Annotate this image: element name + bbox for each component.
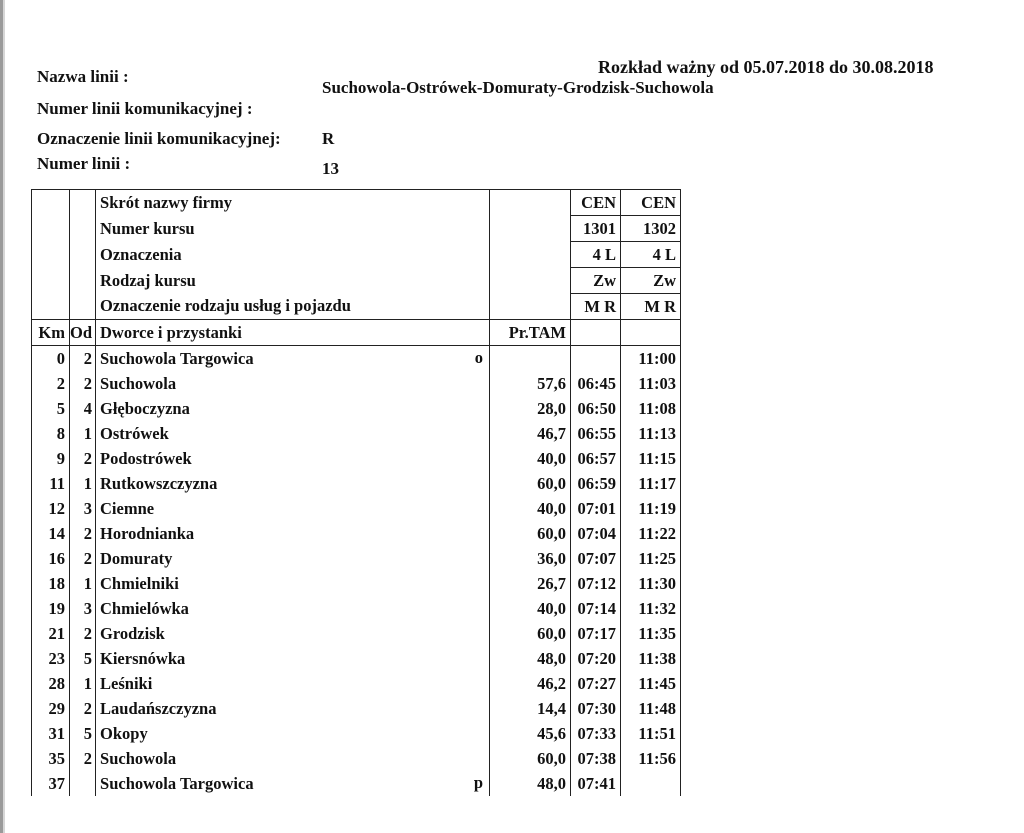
meta-km-cell <box>32 242 70 268</box>
meta-course-1: Zw <box>571 268 621 294</box>
stop-od: 1 <box>70 671 96 696</box>
stop-time-course-2: 11:15 <box>621 446 681 471</box>
stop-name: Ostrówek <box>100 423 169 443</box>
stop-od: 2 <box>70 746 96 771</box>
meta-label: Oznaczenia <box>96 242 490 268</box>
line-number-value: 13 <box>322 159 339 178</box>
meta-label: Oznaczenie rodzaju usług i pojazdu <box>96 294 490 320</box>
stop-name-cell <box>96 546 490 571</box>
stop-od: 2 <box>70 346 96 372</box>
stop-name: Leśniki <box>100 673 153 693</box>
stop-name: Grodzisk <box>100 623 165 643</box>
stop-time-course-2: 11:13 <box>621 421 681 446</box>
stop-km: 14 <box>32 521 70 546</box>
stop-name-cell <box>96 371 490 396</box>
stop-time-course-2: 11:56 <box>621 746 681 771</box>
stop-km: 0 <box>32 346 70 372</box>
stop-name: Podostrówek <box>100 448 192 468</box>
stop-pr-tam: 48,0 <box>490 646 571 671</box>
line-name-value: Suchowola-Ostrówek-Domuraty-Grodzisk-Suchowola <box>322 78 714 97</box>
stop-row <box>32 671 681 696</box>
stop-km: 11 <box>32 471 70 496</box>
meta-course-2: 1302 <box>621 216 681 242</box>
stop-km: 23 <box>32 646 70 671</box>
stop-name-cell <box>96 446 490 471</box>
stop-row <box>32 646 681 671</box>
stop-pr-tam: 40,0 <box>490 596 571 621</box>
stop-mark: p <box>473 773 484 792</box>
stop-km: 16 <box>32 546 70 571</box>
stop-od: 4 <box>70 396 96 421</box>
stop-name-cell <box>96 646 490 671</box>
stop-pr-tam: 40,0 <box>490 496 571 521</box>
meta-km-cell <box>32 190 70 216</box>
stop-name: Rutkowszczyzna <box>100 473 218 493</box>
stop-time-course-2: 11:45 <box>621 671 681 696</box>
stop-km: 29 <box>32 696 70 721</box>
col-header-course-1 <box>571 320 621 346</box>
meta-row <box>32 242 681 268</box>
meta-pr-cell <box>490 216 571 242</box>
meta-pr-cell <box>490 294 571 320</box>
stop-time-course-1: 07:01 <box>571 496 621 521</box>
designation-label: Oznaczenie linii komunikacyjnej: <box>37 129 281 148</box>
stop-row <box>32 371 681 396</box>
stop-name: Suchowola Targowica <box>100 773 254 793</box>
stop-pr-tam <box>490 346 571 372</box>
stop-od: 1 <box>70 421 96 446</box>
stop-name-cell <box>96 696 490 721</box>
stop-pr-tam: 28,0 <box>490 396 571 421</box>
meta-km-cell <box>32 216 70 242</box>
meta-od-cell <box>70 268 96 294</box>
stop-name-cell <box>96 521 490 546</box>
stop-time-course-2: 11:22 <box>621 521 681 546</box>
stop-km: 19 <box>32 596 70 621</box>
meta-od-cell <box>70 294 96 320</box>
stop-pr-tam: 60,0 <box>490 746 571 771</box>
stop-name: Laudańszczyzna <box>100 698 217 718</box>
stop-name: Okopy <box>100 723 148 743</box>
stop-time-course-2: 11:35 <box>621 621 681 646</box>
stop-time-course-2: 11:32 <box>621 596 681 621</box>
stop-time-course-1: 07:20 <box>571 646 621 671</box>
stop-name-cell <box>96 346 490 372</box>
stop-time-course-1: 07:30 <box>571 696 621 721</box>
stop-name-cell <box>96 671 490 696</box>
stop-name: Domuraty <box>100 548 173 568</box>
stop-od: 5 <box>70 721 96 746</box>
stop-row <box>32 496 681 521</box>
validity-text: Rozkład ważny od 05.07.2018 do 30.08.2018 <box>598 57 934 77</box>
stop-row <box>32 571 681 596</box>
stop-od: 3 <box>70 496 96 521</box>
meta-od-cell <box>70 242 96 268</box>
stop-od: 2 <box>70 521 96 546</box>
stop-time-course-2: 11:25 <box>621 546 681 571</box>
stop-row <box>32 446 681 471</box>
col-header-stops: Dworce i przystanki <box>96 320 490 346</box>
stop-km: 12 <box>32 496 70 521</box>
stop-pr-tam: 46,2 <box>490 671 571 696</box>
col-header-pr: Pr.TAM <box>490 320 571 346</box>
col-header-course-2 <box>621 320 681 346</box>
stop-name-cell <box>96 746 490 771</box>
stop-row <box>32 621 681 646</box>
stop-od: 3 <box>70 596 96 621</box>
meta-km-cell <box>32 268 70 294</box>
line-number-label: Numer linii : <box>37 154 131 173</box>
stop-od: 2 <box>70 621 96 646</box>
stop-row <box>32 521 681 546</box>
scan-edge-shadow <box>3 0 5 833</box>
meta-od-cell <box>70 190 96 216</box>
meta-pr-cell <box>490 190 571 216</box>
meta-course-1: M R <box>571 294 621 320</box>
stop-pr-tam: 60,0 <box>490 621 571 646</box>
stop-name: Suchowola <box>100 748 177 768</box>
stop-time-course-1: 07:38 <box>571 746 621 771</box>
stop-row <box>32 421 681 446</box>
line-name-label: Nazwa linii : <box>37 67 129 86</box>
stop-time-course-1: 06:50 <box>571 396 621 421</box>
stop-time-course-2 <box>621 771 681 796</box>
stop-name: Ciemne <box>100 498 155 518</box>
stop-time-course-2: 11:08 <box>621 396 681 421</box>
column-header-row <box>32 320 681 346</box>
stop-pr-tam: 40,0 <box>490 446 571 471</box>
stop-pr-tam: 60,0 <box>490 521 571 546</box>
stop-time-course-1: 07:07 <box>571 546 621 571</box>
stop-row <box>32 546 681 571</box>
stop-time-course-2: 11:48 <box>621 696 681 721</box>
meta-course-2: Zw <box>621 268 681 294</box>
stop-km: 8 <box>32 421 70 446</box>
stop-pr-tam: 46,7 <box>490 421 571 446</box>
stop-name-cell <box>96 496 490 521</box>
stop-time-course-2: 11:17 <box>621 471 681 496</box>
stop-row <box>32 396 681 421</box>
stop-row <box>32 721 681 746</box>
stop-time-course-1: 06:59 <box>571 471 621 496</box>
stop-time-course-1: 07:04 <box>571 521 621 546</box>
stop-name: Chmielówka <box>100 598 189 618</box>
stop-time-course-2: 11:51 <box>621 721 681 746</box>
stop-name-cell <box>96 596 490 621</box>
meta-course-2: M R <box>621 294 681 320</box>
stop-od: 5 <box>70 646 96 671</box>
stop-km: 9 <box>32 446 70 471</box>
stop-name-cell <box>96 421 490 446</box>
stop-time-course-2: 11:30 <box>621 571 681 596</box>
meta-pr-cell <box>490 242 571 268</box>
meta-course-1: 4 L <box>571 242 621 268</box>
stop-time-course-1 <box>571 346 621 372</box>
stop-od <box>70 771 96 796</box>
meta-label: Rodzaj kursu <box>96 268 490 294</box>
stop-time-course-1: 07:14 <box>571 596 621 621</box>
stop-time-course-1: 06:55 <box>571 421 621 446</box>
stop-mark: o <box>474 348 484 367</box>
meta-row <box>32 294 681 320</box>
stop-row <box>32 771 681 796</box>
meta-km-cell <box>32 294 70 320</box>
meta-row <box>32 190 681 216</box>
stop-pr-tam: 36,0 <box>490 546 571 571</box>
stop-time-course-1: 06:45 <box>571 371 621 396</box>
stop-name: Chmielniki <box>100 573 179 593</box>
col-header-km: Km <box>32 320 70 346</box>
designation-value: R <box>322 129 335 148</box>
meta-pr-cell <box>490 268 571 294</box>
stop-row <box>32 596 681 621</box>
stop-km: 31 <box>32 721 70 746</box>
meta-label: Numer kursu <box>96 216 490 242</box>
timetable <box>31 189 681 796</box>
stop-od: 1 <box>70 571 96 596</box>
meta-label: Skrót nazwy firmy <box>96 190 490 216</box>
meta-course-1: CEN <box>571 190 621 216</box>
stop-time-course-2: 11:38 <box>621 646 681 671</box>
stop-km: 28 <box>32 671 70 696</box>
meta-course-2: CEN <box>621 190 681 216</box>
stop-time-course-2: 11:19 <box>621 496 681 521</box>
meta-od-cell <box>70 216 96 242</box>
stop-name: Suchowola <box>100 373 177 393</box>
meta-row <box>32 216 681 242</box>
stop-pr-tam: 57,6 <box>490 371 571 396</box>
stop-pr-tam: 60,0 <box>490 471 571 496</box>
stop-time-course-1: 06:57 <box>571 446 621 471</box>
col-header-od: Od <box>70 320 96 346</box>
stop-time-course-2: 11:00 <box>621 346 681 372</box>
stop-name-cell <box>96 571 490 596</box>
stop-time-course-1: 07:41 <box>571 771 621 796</box>
stop-row <box>32 696 681 721</box>
stop-name-cell <box>96 721 490 746</box>
stop-time-course-2: 11:03 <box>621 371 681 396</box>
stop-name: Horodnianka <box>100 523 195 543</box>
meta-course-2: 4 L <box>621 242 681 268</box>
stop-km: 35 <box>32 746 70 771</box>
stop-km: 37 <box>32 771 70 796</box>
stop-od: 1 <box>70 471 96 496</box>
stop-name-cell <box>96 621 490 646</box>
stop-row <box>32 346 681 372</box>
stop-name-cell <box>96 771 490 796</box>
stop-name-cell <box>96 471 490 496</box>
stop-name: Głęboczyzna <box>100 398 190 418</box>
stop-km: 21 <box>32 621 70 646</box>
stop-time-course-1: 07:27 <box>571 671 621 696</box>
stop-od: 2 <box>70 446 96 471</box>
stop-km: 18 <box>32 571 70 596</box>
stop-km: 5 <box>32 396 70 421</box>
meta-course-1: 1301 <box>571 216 621 242</box>
meta-row <box>32 268 681 294</box>
stop-pr-tam: 45,6 <box>490 721 571 746</box>
stop-time-course-1: 07:17 <box>571 621 621 646</box>
stop-od: 2 <box>70 696 96 721</box>
stop-name: Suchowola Targowica <box>100 348 254 368</box>
stop-name: Kiersnówka <box>100 648 186 668</box>
stop-time-course-1: 07:12 <box>571 571 621 596</box>
stop-pr-tam: 14,4 <box>490 696 571 721</box>
stop-row <box>32 746 681 771</box>
stop-km: 2 <box>32 371 70 396</box>
stop-row <box>32 471 681 496</box>
stop-name-cell <box>96 396 490 421</box>
comm-number-label: Numer linii komunikacyjnej : <box>37 99 253 118</box>
stop-od: 2 <box>70 546 96 571</box>
stop-pr-tam: 48,0 <box>490 771 571 796</box>
stop-pr-tam: 26,7 <box>490 571 571 596</box>
stop-od: 2 <box>70 371 96 396</box>
stop-time-course-1: 07:33 <box>571 721 621 746</box>
